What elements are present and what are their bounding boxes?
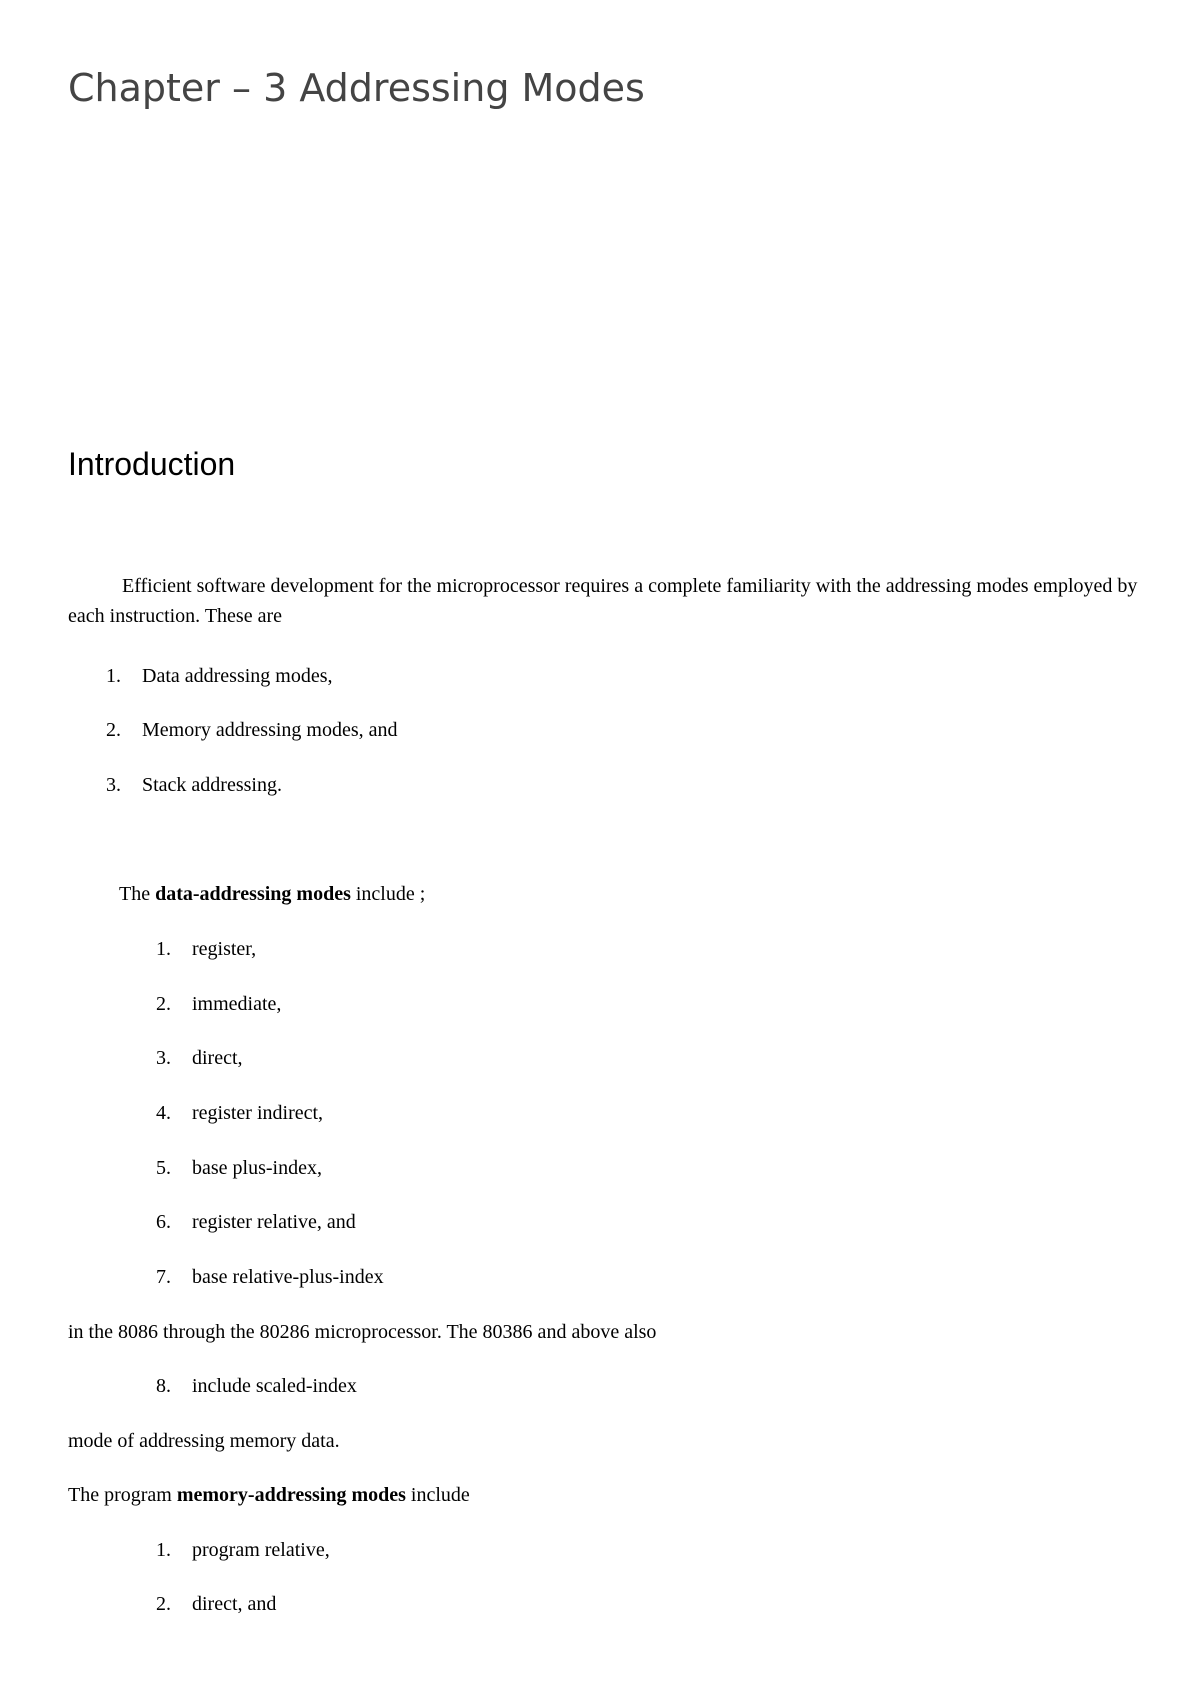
program-modes-intro-prefix: The program [68,1484,177,1506]
list-number: 5. [156,1157,171,1179]
list-number: 7. [156,1266,171,1288]
list-text: direct, [192,1047,243,1069]
list-text: register relative, and [192,1211,356,1233]
list-number: 1. [106,665,121,687]
list-text: base plus-index, [192,1157,322,1179]
list-number: 1. [156,938,171,960]
data-modes-intro-bold: data-addressing modes [155,883,351,905]
list-text: Data addressing modes, [142,665,333,687]
list-number: 2. [156,993,171,1015]
list-text: Memory addressing modes, and [142,719,398,741]
program-modes-intro-suffix: include [405,1484,470,1506]
list-text: register, [192,938,257,960]
list-number: 4. [156,1102,171,1124]
list-number: 2. [106,719,121,741]
list-text: immediate, [192,993,282,1015]
list-text: program relative, [192,1539,330,1561]
list-text: direct, and [192,1593,277,1615]
chapter-title: Chapter – 3 Addressing Modes [68,66,645,110]
list-number: 2. [156,1593,171,1615]
section-heading-introduction: Introduction [68,446,236,482]
program-modes-intro [68,1480,470,1510]
list-number: 6. [156,1211,171,1233]
list-number: 3. [156,1047,171,1069]
list-text: register indirect, [192,1102,324,1124]
mid-line: in the 8086 through the 80286 microprocessor. The 80386 and above also [68,1321,657,1343]
list-text: base relative-plus-index [192,1266,384,1288]
list-number: 1. [156,1539,171,1561]
data-modes-intro-suffix: include ; [350,883,426,905]
data-modes-intro [119,879,425,909]
program-modes-intro-bold: memory-addressing modes [176,1484,406,1506]
list-text: Stack addressing. [142,774,282,796]
intro-paragraph: Efficient software development for the microprocessor requires a complete familiarity with the addressing modes employed by each instruction. These are [68,575,1138,627]
list-text: include scaled-index [192,1375,357,1397]
list-number: 3. [106,774,121,796]
after-line: mode of addressing memory data. [68,1430,340,1452]
data-modes-intro-prefix: The [119,883,156,905]
list-number: 8. [156,1375,171,1397]
